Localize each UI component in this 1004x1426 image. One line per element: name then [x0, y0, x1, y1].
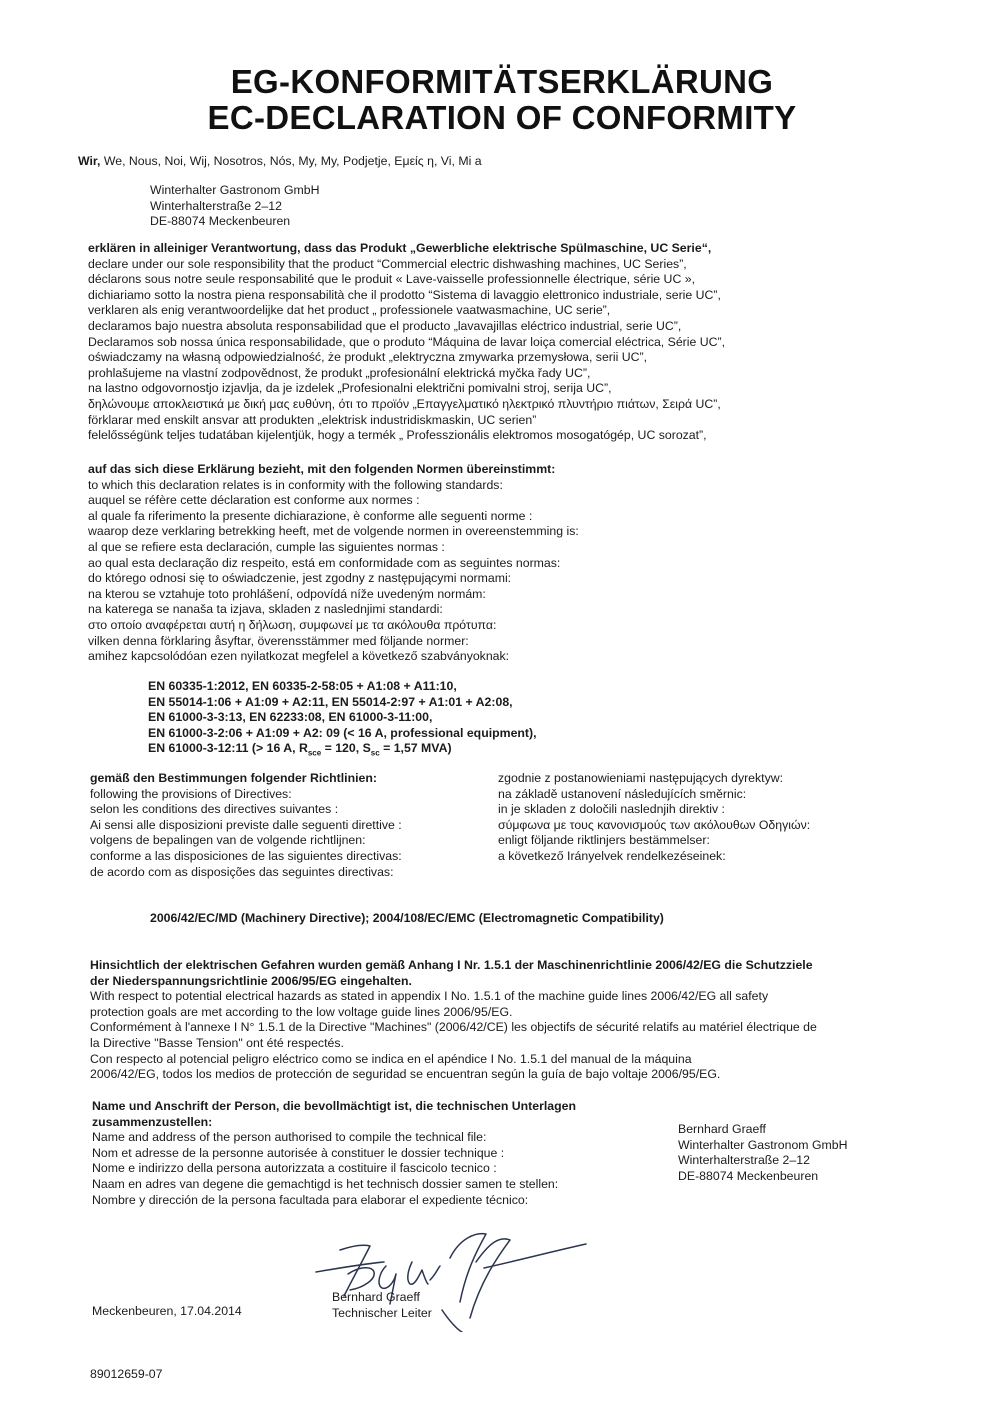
auth-left-line: Naam en adres van degene die gemachtigd is het technisch dossier samen te stellen:	[92, 1176, 559, 1191]
signer-name: Bernhard Graeff	[332, 1290, 420, 1304]
auth-right-line: Winterhalter Gastronom GmbH	[678, 1137, 848, 1152]
hazards-line: With respect to potential electrical hazards as stated in appendix I No. 1.5.1 of the machine guide lines 2006/42/EG all safety	[90, 989, 769, 1004]
standards-list	[148, 679, 537, 761]
authorised-person-block	[92, 1099, 576, 1208]
directives-right-block	[498, 771, 810, 865]
standards-intro-line: vilken denna förklaring åsyftar, överensstämmer med följande normer:	[88, 633, 469, 648]
directives-line: 2006/42/EC/MD (Machinery Directive); 2004/108/EC/EMC (Electromagnetic Compatibility)	[150, 911, 664, 925]
directives-right-line: na základě ustanovení následujících směrnic:	[498, 786, 747, 801]
authorised-person-address	[678, 1122, 847, 1184]
place-date: Meckenbeuren, 17.04.2014	[92, 1304, 242, 1318]
declaration-line: na lastno odgovornostjo izjavlja, da je izdelek „Profesionalni električni pomivalni stroj, serija UC”,	[88, 381, 612, 396]
standard-entry: EN 55014-1:06 + A1:09 + A2:11, EN 55014-2:97 + A1:01 + A2:08,	[148, 694, 513, 709]
standards-intro-line: al quale fa riferimento la presente dichiarazione, è conforme alle seguenti norme :	[88, 508, 533, 523]
auth-left-line: zusammenzustellen:	[92, 1114, 213, 1129]
standard-last-post: = 1,57 MVA)	[379, 741, 452, 756]
declaration-line: declare under our sole responsibility that the product “Commercial electric dishwashing machines, UC Series”,	[88, 256, 687, 271]
standards-intro-line: na katerega se nanaša ta izjava, skladen z naslednjimi standardi:	[88, 602, 443, 617]
hazards-line: Conformément à l'annexe I N° 1.5.1 de la Directive "Machines" (2006/42/CE) les objectifs de sécurité relatifs au matériel électrique de	[90, 1020, 817, 1035]
auth-left-line: Nombre y dirección de la persona facultada para elaborar el expediente técnico:	[92, 1192, 529, 1207]
title-german: EG-KONFORMITÄTSERKLÄRUNG	[230, 63, 774, 100]
company-name: Winterhalter Gastronom GmbH	[150, 183, 320, 197]
hazards-line: la Directive "Basse Tension" ont été respectés.	[90, 1035, 344, 1050]
directives-right-line: a következő Irányelvek rendelkezéseinek:	[498, 848, 726, 863]
signer-block	[332, 1290, 432, 1321]
declaration-block	[88, 241, 725, 444]
directives-left-block	[90, 771, 402, 880]
auth-left-line: Nom et adresse de la personne autorisée à constituer le dossier technique :	[92, 1145, 505, 1160]
directives-left-line: selon les conditions des directives suivantes :	[90, 802, 339, 817]
declaration-line: verklaren als enig verantwoordelijke dat het product „ professionele vaatwasmachine, UC serie”,	[88, 303, 611, 318]
declaration-line: δηλώνουμε αποκλειστικά με δική μας ευθύνη, ότι το προϊόν „Επαγγελματικό ηλεκτρικό πλυντήριο πιάτων, Σειρά UC”,	[88, 396, 721, 411]
standards-intro-line: amihez kapcsolódóan ezen nyilatkozat megfelel a következő szabványoknak:	[88, 649, 510, 664]
standard-entry-last	[148, 741, 537, 761]
declaration-line: oświadczamy na własną odpowiedzialność, że produkt „elektryczna zmywarka przemysłowa, serii UC”,	[88, 350, 648, 365]
signer-title: Technischer Leiter	[332, 1305, 432, 1320]
standards-intro-line: to which this declaration relates is in conformity with the following standards:	[88, 477, 503, 492]
title-english: EC-DECLARATION OF CONFORMITY	[207, 99, 797, 136]
hazards-block	[90, 958, 817, 1083]
standards-intro-line: στο οποίο αναφέρεται αυτή η δήλωση, συμφωνεί με τα ακόλουθα πρότυπα:	[88, 617, 497, 632]
directives-left-line: de acordo com as disposições das seguintes directivas:	[90, 864, 394, 879]
directives-left-line: volgens de bepalingen van de volgende richtlijnen:	[90, 833, 366, 848]
standard-entry: EN 61000-3-3:13, EN 62233:08, EN 61000-3-11:00,	[148, 710, 433, 725]
company-address	[150, 183, 319, 230]
hazards-line: 2006/42/EG, todos los medios de protección de seguridad se encuentran según la guía de bajo voltaje 2006/95/EG.	[90, 1067, 721, 1082]
directives-left-line: conforme a las disposiciones de las siguientes directivas:	[90, 848, 402, 863]
directives-left-line: Ai sensi alle disposizioni previste dalle seguenti direttive :	[90, 817, 402, 832]
declaration-line: felelősségünk teljes tudatában kijelentjük, hogy a termék „ Professzionális elektromos mosogatógép, UC sorozat”,	[88, 428, 707, 443]
hazards-line: protection goals are met according to the low voltage guide lines 2006/95/EG.	[90, 1004, 513, 1019]
standards-intro-line: al que se refiere esta declaración, cumple las siguientes normas :	[88, 539, 445, 554]
intro-rest: We, Nous, Noi, Wij, Nosotros, Nós, My, My, Podjetje, Εμείς η, Vi, Mi a	[100, 154, 482, 168]
standards-intro-line: waarop deze verklaring betrekking heeft, met de volgende normen in overeenstemming is:	[88, 524, 579, 539]
company-street: Winterhalterstraße 2–12	[150, 198, 282, 213]
directives-right-line: in je skladen z določili naslednjih direktiv :	[498, 802, 725, 817]
auth-left-line: Name und Anschrift der Person, die bevollmächtigt ist, die technischen Unterlagen	[92, 1099, 577, 1113]
intro-bold: Wir,	[78, 154, 101, 168]
declaration-line: erklären in alleiniger Verantwortung, dass das Produkt „Gewerbliche elektrische Spülmaschine, UC Serie“,	[88, 241, 712, 255]
auth-left-line: Nome e indirizzo della persona autorizzata a costituire il fascicolo tecnico :	[92, 1161, 497, 1176]
directives-left-line: following the provisions of Directives:	[90, 786, 292, 801]
directives-right-line: enligt följande riktlinjers bestämmelser:	[498, 833, 710, 848]
declaration-line: prohlašujeme na vlastní zodpovědnost, že produkt „profesionální elektrická myčka řady UC”,	[88, 365, 591, 380]
standard-last-mid: = 120, S	[321, 741, 371, 756]
standard-last-pre: EN 61000-3-12:11 (> 16 A, R	[148, 741, 308, 756]
hazards-line: Con respecto al potencial peligro eléctrico como se indica en el apéndice I No. 1.5.1 del manual de la máquina	[90, 1051, 692, 1066]
standards-intro-block	[88, 462, 579, 665]
standards-intro-line: auquel se réfère cette déclaration est conforme aux normes :	[88, 493, 420, 508]
directives-right-line: σύμφωνα με τους κανονισμούς των ακόλουθων Οδηγιών:	[498, 817, 811, 832]
declaration-line: dichiariamo sotto la nostra piena responsabilità che il prodotto “Sistema di lavaggio elettronico industriale, serie UC”,	[88, 287, 721, 302]
directives-left-line: gemäß den Bestimmungen folgender Richtlinien:	[90, 771, 377, 785]
company-city: DE-88074 Meckenbeuren	[150, 214, 291, 229]
standards-intro-line: ao qual esta declaração diz respeito, está em conformidade com as seguintes normas:	[88, 555, 561, 570]
declaration-line: déclarons sous notre seule responsabilité que le produit « Lave-vaisselle professionnelle électrique, série UC »,	[88, 272, 695, 287]
standards-intro-line: auf das sich diese Erklärung bezieht, mit den folgenden Normen übereinstimmt:	[88, 462, 556, 476]
declaration-line: declaramos bajo nuestra absoluta responsabilidad que el producto „lavavajillas eléctrico industrial, serie UC”,	[88, 318, 682, 333]
hazards-line: Hinsichtlich der elektrischen Gefahren wurden gemäß Anhang I Nr. 1.5.1 der Maschinenrichtlinie 2006/42/EG die Schutzziele	[90, 958, 813, 972]
standards-intro-line: do którego odnosi się to oświadczenie, jest zgodny z następującymi normami:	[88, 571, 512, 586]
declaration-line: förklarar med enskilt ansvar att produkten „elektrisk industridiskmaskin, UC serien”	[88, 412, 537, 427]
intro-line	[78, 154, 482, 170]
standard-last-sub2: sc	[370, 748, 380, 758]
document-number: 89012659-07	[90, 1367, 163, 1381]
auth-right-line: DE-88074 Meckenbeuren	[678, 1168, 819, 1183]
standard-entry: EN 61000-3-2:06 + A1:09 + A2: 09 (< 16 A, professional equipment),	[148, 725, 537, 740]
directives-right-line: zgodnie z postanowieniami następujących dyrektyw:	[498, 771, 784, 785]
auth-right-line: Bernhard Graeff	[678, 1122, 766, 1136]
standards-intro-line: na kterou se vztahuje toto prohlášení, odpovídá níže uvedeným normám:	[88, 586, 486, 601]
auth-right-line: Winterhalterstraße 2–12	[678, 1153, 810, 1168]
auth-left-line: Name and address of the person authorised to compile the technical file:	[92, 1130, 487, 1145]
standard-entry: EN 60335-1:2012, EN 60335-2-58:05 + A1:08 + A11:10,	[148, 679, 457, 693]
standard-last-sub1: sce	[307, 748, 322, 758]
declaration-line: Declaramos sob nossa única responsabilidade, que o produto “Máquina de lavar loiça comercial eléctrica, Série UC”,	[88, 334, 726, 349]
hazards-line: der Niederspannungsrichtlinie 2006/95/EG eingehalten.	[90, 973, 412, 988]
